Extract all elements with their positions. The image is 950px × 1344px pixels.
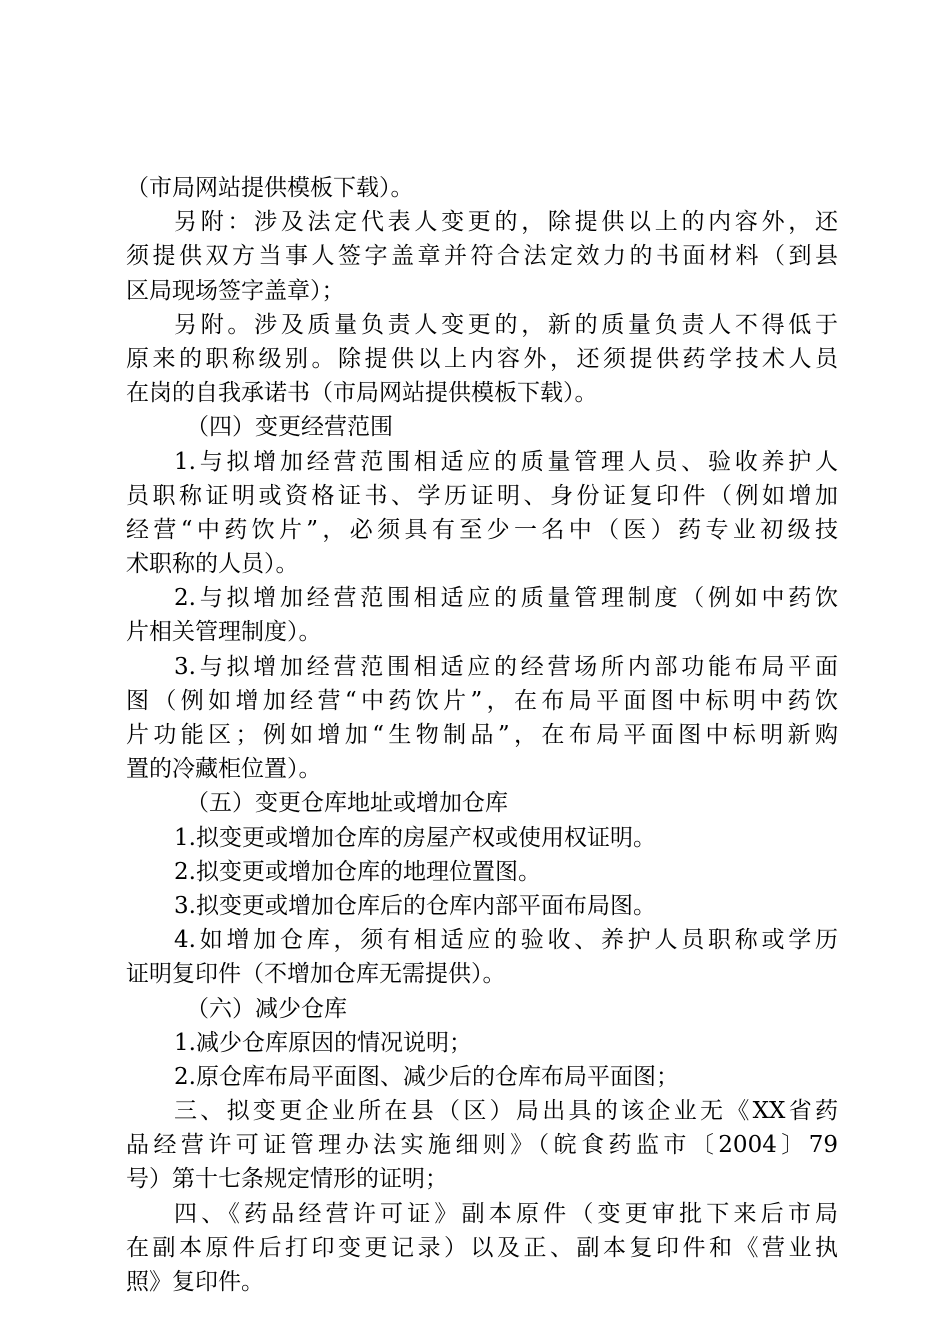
text-line: 照》复印件。 bbox=[126, 1269, 264, 1295]
text-line: 在副本原件后打印变更记录）以及正、副本复印件和《营业执 bbox=[126, 1234, 838, 1261]
text-line: 另附：涉及法定代表人变更的，除提供以上的内容外，还 bbox=[174, 209, 838, 236]
text-line: 1.拟变更或增加仓库的房屋产权或使用权证明。 bbox=[174, 824, 656, 851]
text-line: 置的冷藏柜位置）。 bbox=[126, 756, 322, 783]
text-line: 3.与拟增加经营范围相适应的经营场所内部功能布局平面 bbox=[174, 653, 838, 680]
text-line: 另附。涉及质量负责人变更的，新的质量负责人不得低于 bbox=[174, 311, 838, 338]
text-line: 品经营许可证管理办法实施细则》（皖食药监市〔2004〕79 bbox=[126, 1132, 838, 1159]
text-line: 员职称证明或资格证书、学历证明、身份证复印件（例如增加 bbox=[126, 482, 838, 509]
text-line: 2.原仓库布局平面图、减少后的仓库布局平面图； bbox=[174, 1063, 679, 1090]
text-line: 术职称的人员）。 bbox=[126, 551, 299, 578]
text-line: 2.拟变更或增加仓库的地理位置图。 bbox=[174, 858, 541, 885]
text-line: 在岗的自我承诺书（市局网站提供模板下载）。 bbox=[126, 380, 598, 407]
text-line: 图（例如增加经营“中药饮片”，在布局平面图中标明中药饮 bbox=[126, 687, 838, 714]
text-line: （市局网站提供模板下载）。 bbox=[126, 175, 414, 201]
text-line: 3.拟变更或增加仓库后的仓库内部平面布局图。 bbox=[174, 892, 656, 919]
text-line: （四）变更经营范围 bbox=[186, 414, 393, 441]
document-body bbox=[126, 171, 838, 1299]
text-line: 号）第十七条规定情形的证明； bbox=[126, 1166, 448, 1193]
text-line: 证明复印件（不增加仓库无需提供）。 bbox=[126, 961, 506, 988]
text-line: 1.与拟增加经营范围相适应的质量管理人员、验收养护人 bbox=[174, 448, 838, 475]
text-line: 1.减少仓库原因的情况说明； bbox=[174, 1029, 472, 1056]
text-line: 四、《药品经营许可证》副本原件（变更审批下来后市局 bbox=[174, 1200, 838, 1227]
text-line: 片相关管理制度）。 bbox=[126, 619, 322, 646]
text-line: 须提供双方当事人签字盖章并符合法定效力的书面材料（到县 bbox=[126, 243, 838, 270]
text-line: 4.如增加仓库，须有相适应的验收、养护人员职称或学历 bbox=[174, 927, 838, 954]
text-line: （六）减少仓库 bbox=[186, 995, 347, 1022]
text-line: 三、拟变更企业所在县（区）局出具的该企业无《XX省药 bbox=[174, 1098, 838, 1125]
text-line: 经营“中药饮片”，必须具有至少一名中（医）药专业初级技 bbox=[126, 516, 838, 543]
text-line: 2.与拟增加经营范围相适应的质量管理制度（例如中药饮 bbox=[174, 585, 838, 612]
text-line: 区局现场签字盖章）； bbox=[126, 277, 345, 304]
text-line: （五）变更仓库地址或增加仓库 bbox=[186, 790, 508, 817]
text-line: 原来的职称级别。除提供以上内容外，还须提供药学技术人员 bbox=[126, 345, 838, 372]
text-line: 片功能区；例如增加“生物制品”，在布局平面图中标明新购 bbox=[126, 722, 838, 748]
